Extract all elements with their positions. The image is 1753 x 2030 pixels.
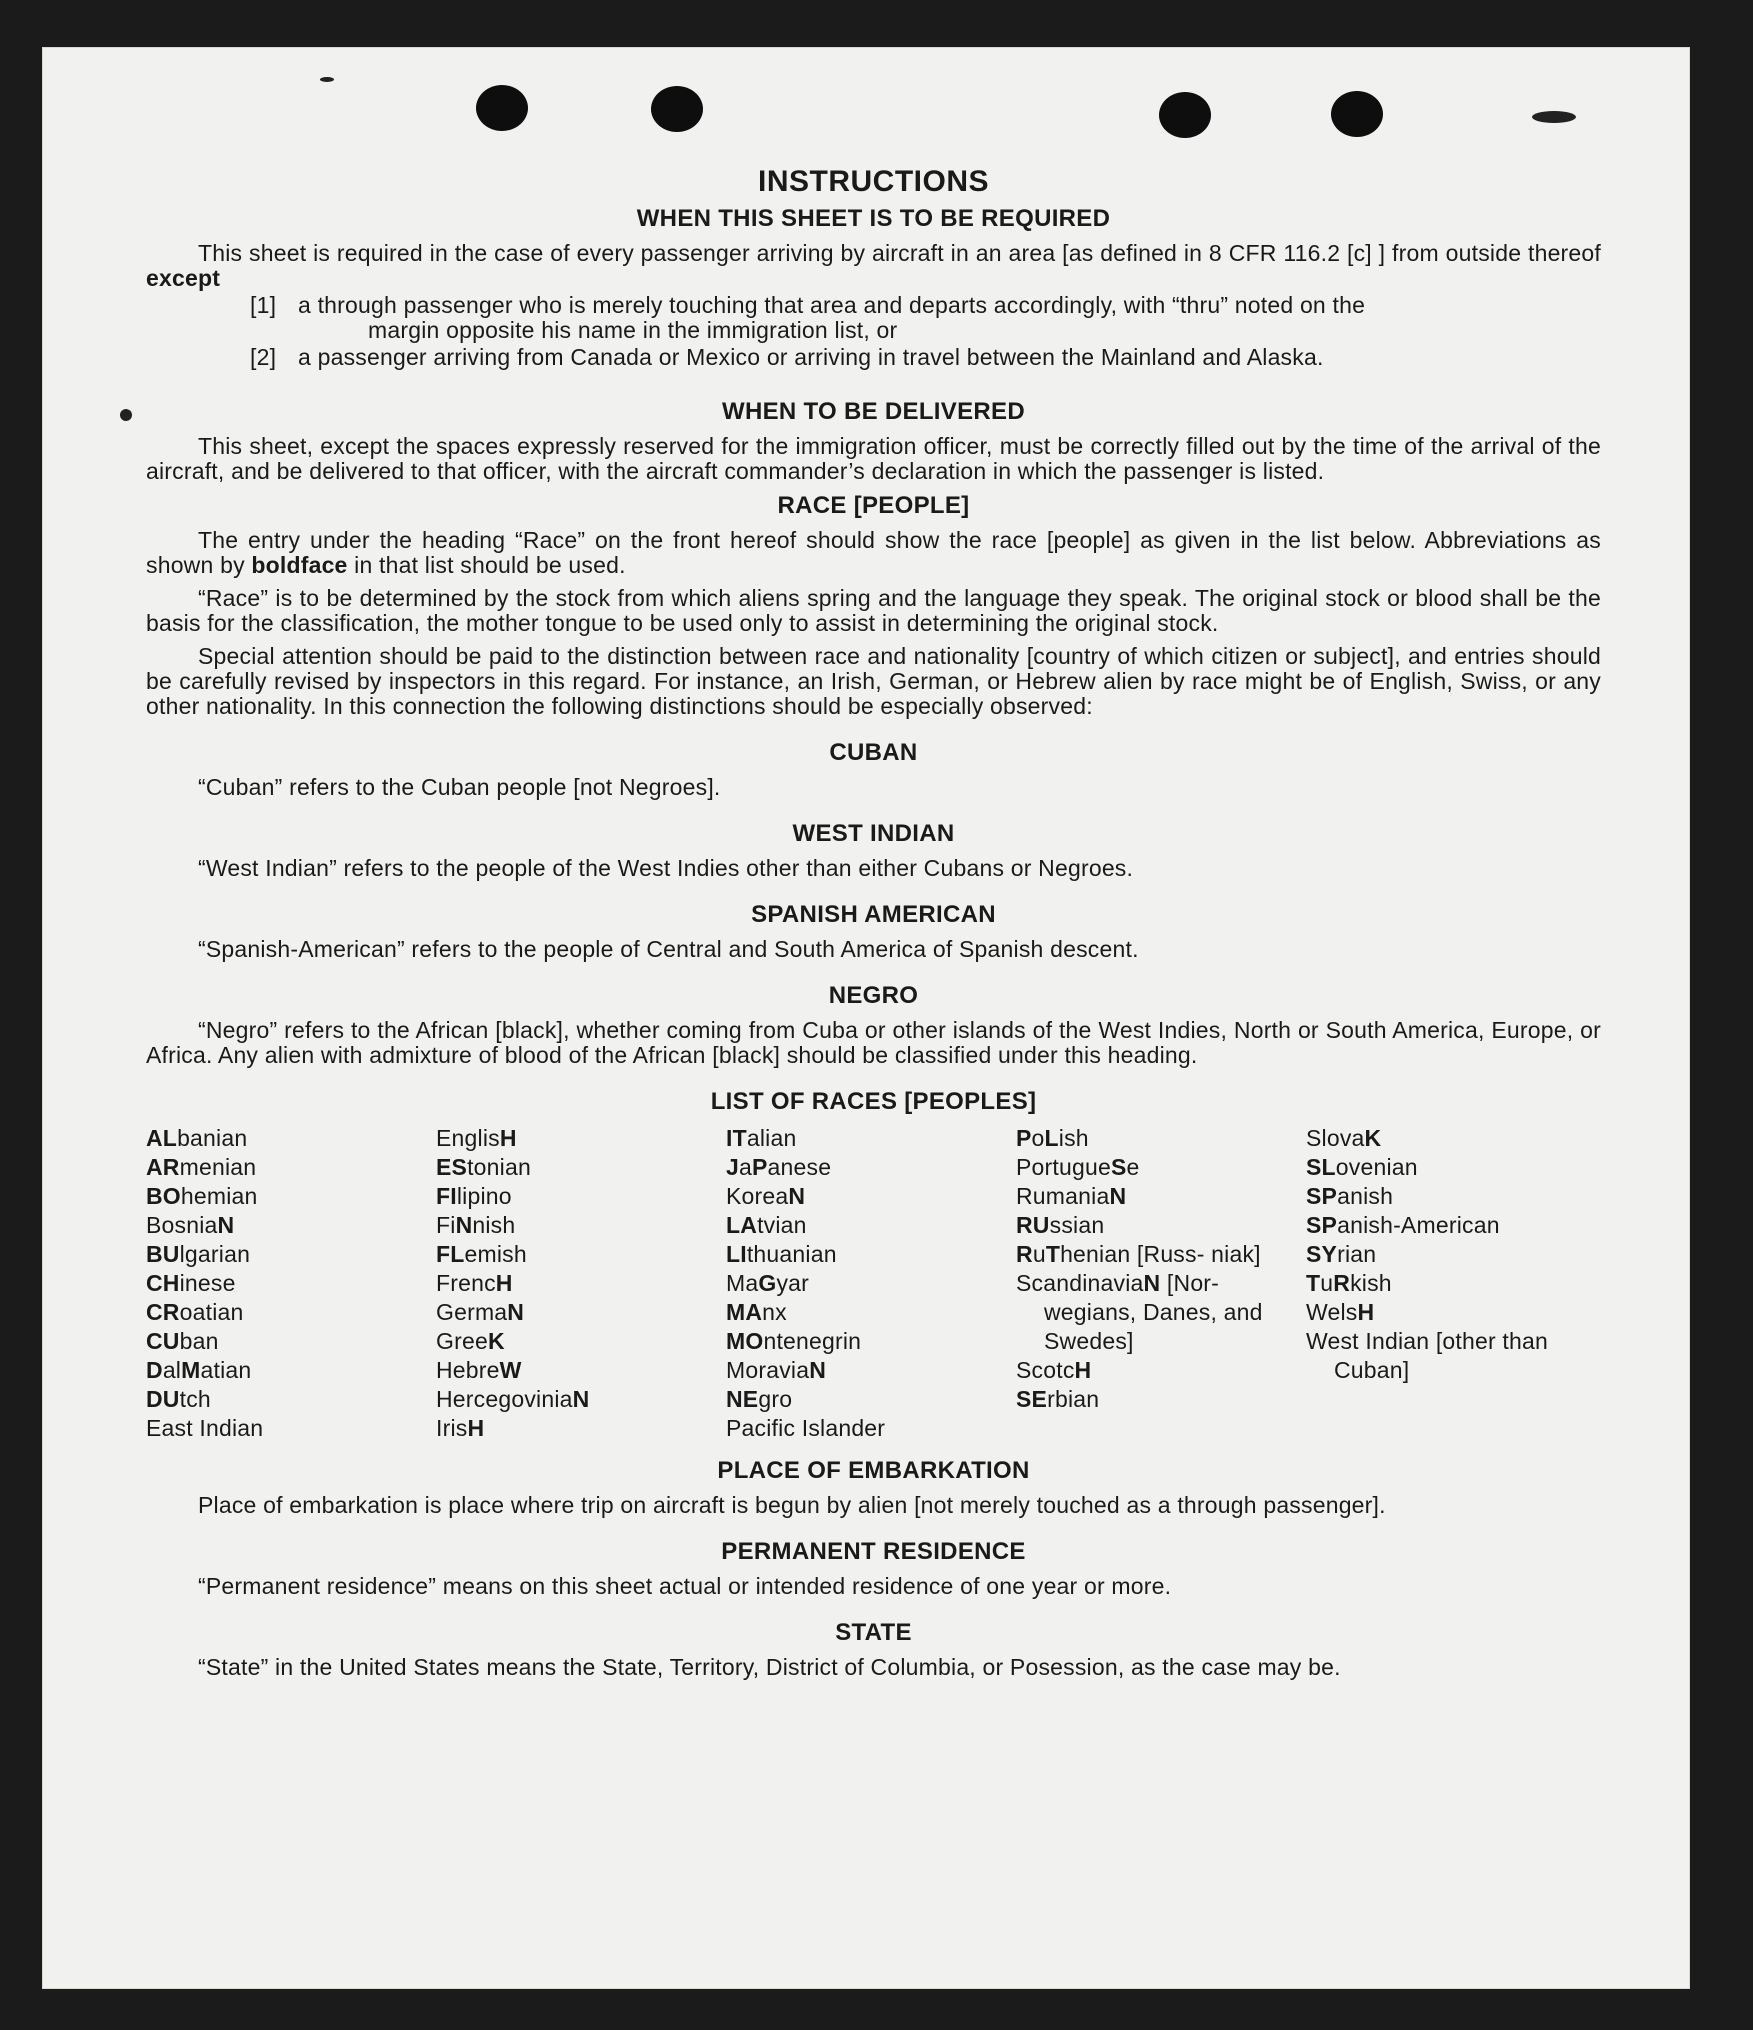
- race-entry: IrisH: [436, 1415, 485, 1441]
- race-entry: EnglisH: [436, 1125, 517, 1151]
- race-entry: FLemish: [436, 1241, 527, 1267]
- race-entry: SlovaK: [1306, 1125, 1382, 1151]
- heading-permanent-residence: PERMANENT RESIDENCE: [721, 1538, 1026, 1565]
- required-lead-text: This sheet is required in the case of every passenger arriving by aircraft in an area [as defined in 8 CFR 116.2 [c] ] from outside thereof: [198, 240, 1601, 266]
- race-entry: TuRkish: [1306, 1270, 1392, 1296]
- races-column: [146, 1124, 436, 1443]
- exception-text-continued: margin opposite his name in the immigration list, or: [368, 317, 898, 343]
- race-entry: Pacific Islander: [726, 1415, 886, 1441]
- race-entry: GermaN: [436, 1299, 525, 1325]
- heading-embarkation: PLACE OF EMBARKATION: [717, 1457, 1030, 1484]
- heading-west-indian: WEST INDIAN: [792, 820, 955, 847]
- race-entry: JaPanese: [726, 1154, 832, 1180]
- heading-state: STATE: [835, 1619, 912, 1646]
- race-entry: DalMatian: [146, 1357, 252, 1383]
- exception-item: [250, 345, 1601, 370]
- race-entry: CHinese: [146, 1270, 236, 1296]
- state-paragraph: “State” in the United States means the State, Territory, District of Columbia, or Posession, as the case may be.: [198, 1654, 1341, 1680]
- cuban-paragraph: “Cuban” refers to the Cuban people [not Negroes].: [198, 774, 721, 800]
- required-paragraph: [146, 241, 1601, 291]
- heading-negro: NEGRO: [828, 982, 919, 1009]
- races-column: [436, 1124, 726, 1443]
- race-entry: MoraviaN: [726, 1357, 827, 1383]
- race-entry: ScotcH: [1016, 1357, 1092, 1383]
- punch-hole: [651, 86, 703, 132]
- races-column: [726, 1124, 1016, 1443]
- exception-number: [1]: [250, 292, 277, 318]
- race-paragraph-2: “Race” is to be determined by the stock from which aliens spring and the language they speak. The original stock or blood shall be the basis for the classification, the mother tongue to be used only to assist in determining the original stock.: [146, 585, 1601, 636]
- residence-paragraph: “Permanent residence” means on this sheet actual or intended residence of one year or more.: [198, 1573, 1172, 1599]
- race-entry: West Indian [other than Cuban]: [1306, 1328, 1548, 1383]
- race-entry: SPanish-American: [1306, 1212, 1500, 1238]
- exception-text: a through passenger who is merely touching that area and departs accordingly, with “thru” noted on the: [298, 292, 1366, 318]
- race-entry: RumaniaN: [1016, 1183, 1127, 1209]
- race-entry: PortugueSe: [1016, 1154, 1140, 1180]
- race-entry: ITalian: [726, 1125, 797, 1151]
- race-entry: MaGyar: [726, 1270, 810, 1296]
- delivered-paragraph: This sheet, except the spaces expressly reserved for the immigration officer, must be correctly filled out by the time of the arrival of the aircraft, and be delivered to that officer, with the aircraft commander’s declaration in which the passenger is listed.: [146, 433, 1601, 484]
- punch-hole: [1331, 91, 1383, 137]
- heading-spanish-american: SPANISH AMERICAN: [751, 901, 996, 928]
- race-entry: RuThenian [Russ- niak]: [1016, 1241, 1261, 1267]
- race-entry: SPanish: [1306, 1183, 1394, 1209]
- race-paragraph-3: Special attention should be paid to the distinction between race and nationality [country of which citizen or subject], and entries should be carefully revised by inspectors in this regard. For instance, an Irish, German, or Hebrew alien by race might be of English, Swiss, or any other nationality. In this connection the following distinctions should be especially observed:: [146, 643, 1601, 719]
- race-entry: SYrian: [1306, 1241, 1377, 1267]
- exception-number: [2]: [250, 344, 277, 370]
- punch-hole: [1159, 92, 1211, 138]
- race-entry: FrencH: [436, 1270, 513, 1296]
- page-title: INSTRUCTIONS: [758, 165, 989, 198]
- race-entry: HebreW: [436, 1357, 522, 1383]
- embarkation-paragraph: Place of embarkation is place where trip on aircraft is begun by alien [not merely touched as a through passenger].: [198, 1492, 1386, 1518]
- race-entry: BUlgarian: [146, 1241, 251, 1267]
- race-entry: PoLish: [1016, 1125, 1089, 1151]
- heading-when-required: WHEN THIS SHEET IS TO BE REQUIRED: [636, 205, 1111, 232]
- heading-list-of-races: LIST OF RACES [PEOPLES]: [710, 1088, 1037, 1115]
- race-entry: DUtch: [146, 1386, 211, 1412]
- race-entry: CRoatian: [146, 1299, 244, 1325]
- document-page: [42, 47, 1690, 1989]
- punch-hole: [476, 85, 528, 131]
- race-p1-text-end: in that list should be used.: [354, 552, 626, 578]
- race-entry: BosniaN: [146, 1212, 235, 1238]
- races-column: [1016, 1124, 1306, 1443]
- race-entry: FiNnish: [436, 1212, 516, 1238]
- race-entry: GreeK: [436, 1328, 505, 1354]
- race-entry: NEgro: [726, 1386, 793, 1412]
- races-list: [146, 1124, 1601, 1443]
- instructions-content: [146, 165, 1601, 1688]
- race-entry: SLovenian: [1306, 1154, 1418, 1180]
- west-indian-paragraph: “West Indian” refers to the people of the West Indies other than either Cubans or Negroes.: [198, 855, 1134, 881]
- race-entry: EStonian: [436, 1154, 531, 1180]
- race-entry: East Indian: [146, 1415, 264, 1441]
- races-column: [1306, 1124, 1601, 1443]
- heading-race: RACE [PEOPLE]: [777, 492, 970, 519]
- ink-speck: [320, 77, 334, 82]
- race-entry: ScandinaviaN [Nor- wegians, Danes, and Swedes]: [1016, 1270, 1263, 1354]
- race-p1-bold: boldface: [251, 552, 348, 578]
- race-entry: LAtvian: [726, 1212, 807, 1238]
- race-entry: MAnx: [726, 1299, 787, 1325]
- negro-paragraph: “Negro” refers to the African [black], whether coming from Cuba or other islands of the West Indies, North or South America, Europe, or Africa. Any alien with admixture of blood of the African [black] should be classified under this heading.: [146, 1017, 1601, 1068]
- race-entry: ALbanian: [146, 1125, 248, 1151]
- heading-cuban: CUBAN: [829, 739, 918, 766]
- race-entry: MOntenegrin: [726, 1328, 862, 1354]
- race-entry: HercegoviniaN: [436, 1386, 590, 1412]
- race-entry: WelsH: [1306, 1299, 1375, 1325]
- race-entry: LIthuanian: [726, 1241, 837, 1267]
- race-entry: RUssian: [1016, 1212, 1105, 1238]
- race-entry: CUban: [146, 1328, 219, 1354]
- spanish-american-paragraph: “Spanish-American” refers to the people of Central and South America of Spanish descent.: [198, 936, 1139, 962]
- race-entry: SErbian: [1016, 1386, 1100, 1412]
- ink-speck: [120, 409, 132, 421]
- exception-text: a passenger arriving from Canada or Mexico or arriving in travel between the Mainland and Alaska.: [298, 344, 1324, 370]
- exception-item: [250, 293, 1601, 343]
- race-entry: KoreaN: [726, 1183, 806, 1209]
- race-entry: FIlipino: [436, 1183, 512, 1209]
- ink-speck: [1532, 111, 1576, 123]
- required-lead-bold: except: [146, 265, 221, 291]
- heading-when-delivered: WHEN TO BE DELIVERED: [722, 398, 1025, 425]
- race-entry: BOhemian: [146, 1183, 258, 1209]
- race-p1-text: The entry under the heading “Race” on the front hereof should show the race [people] as given in the list below. Abbreviations as shown by: [146, 527, 1601, 578]
- race-entry: ARmenian: [146, 1154, 257, 1180]
- race-paragraph-1: [146, 528, 1601, 578]
